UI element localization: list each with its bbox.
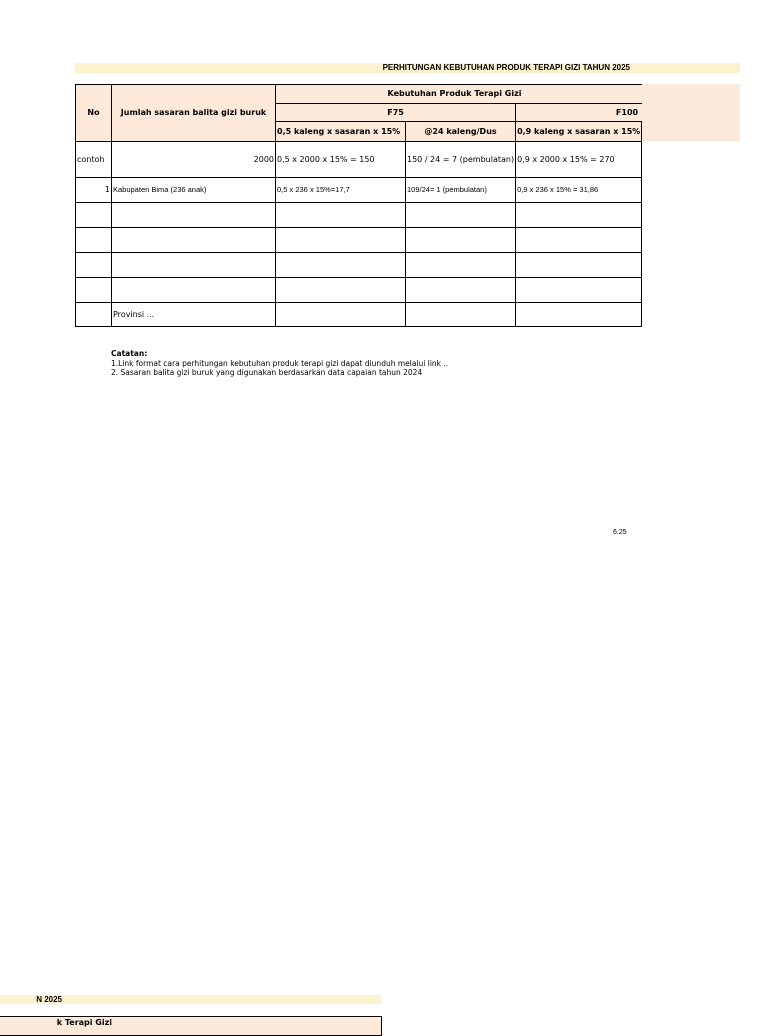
header-f75: F75 bbox=[276, 104, 516, 122]
cell-f75 bbox=[276, 278, 406, 303]
cell-f100: 0,9 x 236 x 15% = 31,86 bbox=[516, 178, 642, 203]
header-f100 bbox=[516, 104, 642, 122]
cell-f75: 0,5 x 236 x 15%=17,7 bbox=[276, 178, 406, 203]
page-number: 6.25 bbox=[613, 529, 627, 536]
notes-line-1: 1.Link format cara perhitungan kebutuhan produk terapi gizi dapat diunduh melalui link .. bbox=[111, 358, 449, 368]
header-f100-label: F100 bbox=[615, 107, 639, 117]
notes bbox=[111, 349, 448, 378]
table-row-example bbox=[76, 142, 642, 178]
cell-f100 bbox=[516, 203, 642, 228]
header-f100-formula-label: 0,9 kaleng x sasaran x 15% bbox=[517, 126, 641, 136]
cell-jumlah bbox=[112, 278, 276, 303]
calculation-table bbox=[75, 84, 642, 327]
cell-f100 bbox=[516, 253, 642, 278]
cell-jumlah bbox=[112, 228, 276, 253]
cell-no: contoh bbox=[76, 142, 112, 178]
table-row-provinsi bbox=[76, 303, 642, 327]
header-kebutuhan-label: Kebutuhan Produk Terapi Gizi bbox=[387, 89, 522, 98]
notes-heading: Catatan: bbox=[111, 349, 148, 358]
cell-no bbox=[76, 278, 112, 303]
cell-f75: 0,5 x 2000 x 15% = 150 bbox=[276, 142, 406, 178]
cell-jumlah bbox=[112, 203, 276, 228]
cell-dus: 150 / 24 = 7 (pembulatan) bbox=[406, 142, 516, 178]
page2-header-fragment: k Terapi Gizi bbox=[56, 1018, 112, 1027]
page-title: PERHITUNGAN KEBUTUHAN PRODUK TERAPI GIZI TAHUN 2025 bbox=[382, 63, 630, 72]
cell-f100 bbox=[516, 228, 642, 253]
cell-f75 bbox=[276, 228, 406, 253]
cell-f100 bbox=[516, 278, 642, 303]
header-f100-formula bbox=[516, 122, 642, 142]
cell-dus bbox=[406, 203, 516, 228]
cell-jumlah: 2000 bbox=[112, 142, 276, 178]
cell-f75 bbox=[276, 303, 406, 327]
header-f75-dus: @24 kaleng/Dus bbox=[406, 122, 516, 142]
page2-title-fragment: N 2025 bbox=[36, 995, 62, 1004]
cell-dus: 109/24= 1 (pembulatan) bbox=[406, 178, 516, 203]
cell-f75 bbox=[276, 253, 406, 278]
cell-jumlah: Kabupaten Bima (236 anak) bbox=[112, 178, 276, 203]
header-jumlah: Jumlah sasaran balita gizi buruk bbox=[112, 85, 276, 142]
table-row bbox=[76, 228, 642, 253]
cell-jumlah: Provinsi ... bbox=[112, 303, 276, 327]
cell-dus bbox=[406, 303, 516, 327]
table-row bbox=[76, 203, 642, 228]
cell-dus bbox=[406, 278, 516, 303]
cell-no bbox=[76, 253, 112, 278]
table-row bbox=[76, 178, 642, 203]
cell-jumlah bbox=[112, 253, 276, 278]
cell-no bbox=[76, 303, 112, 327]
cell-no bbox=[76, 228, 112, 253]
cell-no bbox=[76, 203, 112, 228]
cell-dus bbox=[406, 253, 516, 278]
cell-f100: 0,9 x 2000 x 15% = 270 bbox=[516, 142, 642, 178]
table-row bbox=[76, 278, 642, 303]
table-row bbox=[76, 253, 642, 278]
header-kebutuhan bbox=[276, 85, 642, 104]
header-f75-formula: 0,5 kaleng x sasaran x 15% bbox=[276, 122, 406, 142]
cell-f75 bbox=[276, 203, 406, 228]
cell-f100 bbox=[516, 303, 642, 327]
cell-dus bbox=[406, 228, 516, 253]
header-no: No bbox=[76, 85, 112, 142]
notes-line-2: 2. Sasaran balita gizi buruk yang digunakan berdasarkan data capaian tahun 2024 bbox=[111, 368, 423, 377]
cell-no: 1 bbox=[76, 178, 112, 203]
